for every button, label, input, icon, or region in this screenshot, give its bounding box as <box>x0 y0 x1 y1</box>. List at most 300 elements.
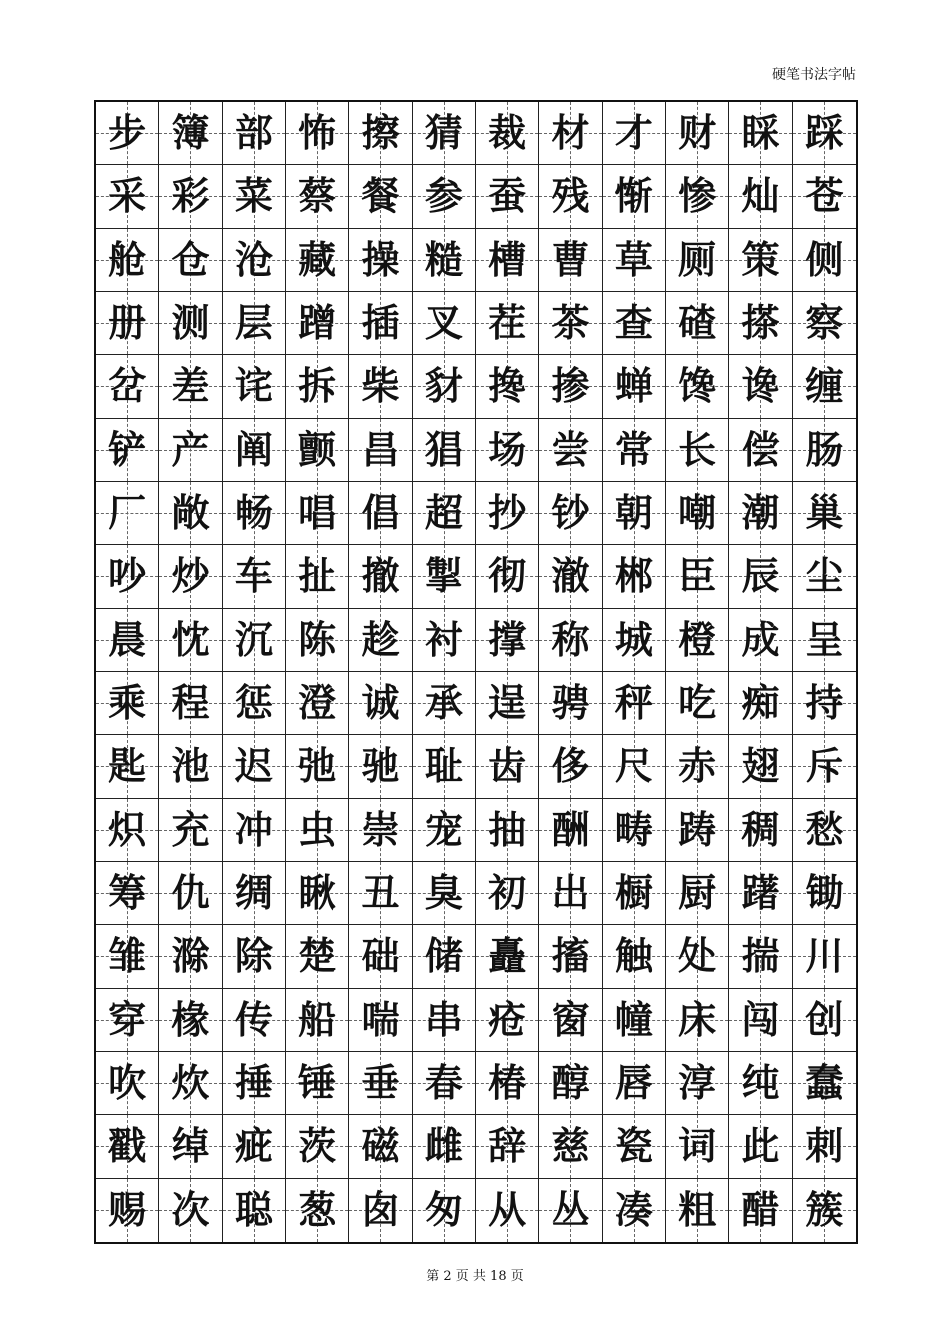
character: 缠 <box>805 363 844 409</box>
character: 绰 <box>171 1123 210 1169</box>
grid-cell <box>793 165 856 228</box>
character: 惩 <box>234 680 273 726</box>
grid-cell <box>223 925 286 988</box>
grid-cell <box>96 165 159 228</box>
grid-cell <box>349 989 412 1052</box>
grid-cell <box>223 545 286 608</box>
character: 炊 <box>171 1060 210 1106</box>
character: 财 <box>678 110 717 156</box>
character: 吹 <box>108 1060 147 1106</box>
character: 蠢 <box>805 1060 844 1106</box>
character: 船 <box>298 996 337 1042</box>
character: 承 <box>424 680 463 726</box>
character: 尘 <box>805 553 844 599</box>
grid-cell <box>793 609 856 672</box>
grid-cell <box>159 862 222 925</box>
grid-cell <box>286 165 349 228</box>
character: 惭 <box>614 173 653 219</box>
character: 绸 <box>234 870 273 916</box>
grid-cell <box>729 292 792 355</box>
grid-cell <box>666 989 729 1052</box>
grid-cell <box>603 229 666 292</box>
character: 陈 <box>298 616 337 662</box>
character: 步 <box>108 110 147 156</box>
character: 丑 <box>361 870 400 916</box>
grid-cell <box>539 482 602 545</box>
character: 椿 <box>488 1060 527 1106</box>
character: 产 <box>171 426 210 472</box>
character: 此 <box>741 1123 780 1169</box>
grid-cell <box>286 799 349 862</box>
character: 春 <box>424 1060 463 1106</box>
character: 赤 <box>678 743 717 789</box>
grid-cell <box>349 735 412 798</box>
grid-cell <box>286 862 349 925</box>
grid-cell <box>349 355 412 418</box>
grid-cell <box>223 609 286 672</box>
grid-cell <box>159 419 222 482</box>
grid-cell <box>729 1179 792 1242</box>
character: 程 <box>171 680 210 726</box>
grid-cell <box>666 609 729 672</box>
grid-cell <box>793 862 856 925</box>
grid-cell <box>96 1115 159 1178</box>
grid-cell <box>159 545 222 608</box>
grid-cell <box>603 735 666 798</box>
character: 侈 <box>551 743 590 789</box>
grid-cell <box>539 1052 602 1115</box>
grid-cell <box>223 735 286 798</box>
character: 持 <box>805 680 844 726</box>
character: 城 <box>614 616 653 662</box>
grid-cell <box>223 1115 286 1178</box>
character: 蔡 <box>298 173 337 219</box>
character: 钞 <box>551 490 590 536</box>
grid-cell <box>413 292 476 355</box>
character: 藏 <box>298 236 337 282</box>
character: 敞 <box>171 490 210 536</box>
character: 传 <box>234 996 273 1042</box>
grid-cell <box>96 799 159 862</box>
grid-cell <box>666 419 729 482</box>
grid-cell <box>539 355 602 418</box>
character: 赐 <box>108 1187 147 1233</box>
character: 酬 <box>551 806 590 852</box>
character: 瓷 <box>614 1123 653 1169</box>
character: 踩 <box>805 110 844 156</box>
grid-cell <box>666 229 729 292</box>
grid-cell <box>413 989 476 1052</box>
grid-cell <box>603 419 666 482</box>
grid-cell <box>793 355 856 418</box>
character: 炽 <box>108 806 147 852</box>
character: 躇 <box>741 870 780 916</box>
character: 宠 <box>424 806 463 852</box>
grid-cell <box>96 419 159 482</box>
grid-cell <box>603 165 666 228</box>
character: 碴 <box>678 300 717 346</box>
character: 厨 <box>678 870 717 916</box>
character: 尝 <box>551 426 590 472</box>
grid-cell <box>96 482 159 545</box>
grid-cell <box>666 1179 729 1242</box>
grid-cell <box>603 862 666 925</box>
character: 淳 <box>678 1060 717 1106</box>
character: 充 <box>171 806 210 852</box>
character: 瞅 <box>298 870 337 916</box>
character: 层 <box>234 300 273 346</box>
grid-cell <box>349 609 412 672</box>
grid-cell <box>159 1179 222 1242</box>
grid-cell <box>413 229 476 292</box>
character: 厂 <box>108 490 147 536</box>
character: 从 <box>488 1187 527 1233</box>
character: 查 <box>614 300 653 346</box>
grid-cell <box>476 609 539 672</box>
character: 骋 <box>551 680 590 726</box>
grid-cell <box>793 292 856 355</box>
character: 常 <box>614 426 653 472</box>
grid-cell <box>286 735 349 798</box>
character: 嘲 <box>678 490 717 536</box>
character: 驰 <box>361 743 400 789</box>
character: 残 <box>551 173 590 219</box>
character: 穿 <box>108 996 147 1042</box>
character: 秤 <box>614 680 653 726</box>
character: 迟 <box>234 743 273 789</box>
grid-cell <box>159 102 222 165</box>
character: 雏 <box>108 933 147 979</box>
character: 揣 <box>741 933 780 979</box>
grid-cell <box>159 1115 222 1178</box>
grid-cell <box>729 989 792 1052</box>
character: 叉 <box>424 300 463 346</box>
character: 糙 <box>424 236 463 282</box>
grid-cell <box>729 609 792 672</box>
grid-cell <box>603 989 666 1052</box>
grid-cell <box>349 165 412 228</box>
grid-cell <box>666 799 729 862</box>
character: 崇 <box>361 806 400 852</box>
character: 辰 <box>741 553 780 599</box>
grid-cell <box>729 102 792 165</box>
grid-cell <box>476 735 539 798</box>
character: 搐 <box>551 933 590 979</box>
character: 掺 <box>551 363 590 409</box>
grid-cell <box>159 925 222 988</box>
character: 臣 <box>678 553 717 599</box>
grid-cell <box>793 989 856 1052</box>
character: 垂 <box>361 1060 400 1106</box>
grid-cell <box>603 102 666 165</box>
character: 乘 <box>108 680 147 726</box>
grid-cell <box>223 1179 286 1242</box>
character: 葱 <box>298 1187 337 1233</box>
character: 搽 <box>741 300 780 346</box>
character: 茬 <box>488 300 527 346</box>
character: 参 <box>424 173 463 219</box>
character: 椽 <box>171 996 210 1042</box>
character: 倡 <box>361 490 400 536</box>
character: 部 <box>234 110 273 156</box>
page-header-title: 硬笔书法字帖 <box>772 67 856 83</box>
character: 才 <box>614 110 653 156</box>
grid-cell <box>159 799 222 862</box>
grid-cell <box>729 862 792 925</box>
character: 裁 <box>488 110 527 156</box>
grid-cell <box>96 355 159 418</box>
character: 唇 <box>614 1060 653 1106</box>
grid-cell <box>666 482 729 545</box>
grid-cell <box>666 165 729 228</box>
character: 插 <box>361 300 400 346</box>
grid-cell <box>159 482 222 545</box>
grid-cell <box>286 609 349 672</box>
page-footer: 第 2 页 共 18 页 <box>426 1269 524 1284</box>
character: 慈 <box>551 1123 590 1169</box>
character: 抽 <box>488 806 527 852</box>
grid-cell <box>96 1179 159 1242</box>
character: 晨 <box>108 616 147 662</box>
grid-cell <box>413 925 476 988</box>
character: 搀 <box>488 363 527 409</box>
grid-cell <box>793 545 856 608</box>
grid-cell <box>96 925 159 988</box>
character: 痴 <box>741 680 780 726</box>
grid-cell <box>666 292 729 355</box>
character: 臭 <box>424 870 463 916</box>
character: 尺 <box>614 743 653 789</box>
grid-cell <box>539 925 602 988</box>
grid-cell <box>413 482 476 545</box>
grid-cell <box>223 989 286 1052</box>
character: 磁 <box>361 1123 400 1169</box>
character: 蝉 <box>614 363 653 409</box>
grid-cell <box>729 925 792 988</box>
grid-cell <box>286 1115 349 1178</box>
character: 阐 <box>234 426 273 472</box>
grid-cell <box>159 989 222 1052</box>
character: 猖 <box>424 426 463 472</box>
grid-cell <box>729 355 792 418</box>
grid-cell <box>729 1052 792 1115</box>
grid-cell <box>223 799 286 862</box>
character: 踌 <box>678 806 717 852</box>
grid-cell <box>666 1052 729 1115</box>
character: 巢 <box>805 490 844 536</box>
character: 察 <box>805 300 844 346</box>
grid-cell <box>476 419 539 482</box>
grid-cell <box>413 1179 476 1242</box>
character: 谗 <box>741 363 780 409</box>
character: 幢 <box>614 996 653 1042</box>
grid-cell <box>413 102 476 165</box>
grid-cell <box>286 989 349 1052</box>
grid-cell <box>96 545 159 608</box>
character: 测 <box>171 300 210 346</box>
grid-cell <box>159 229 222 292</box>
character: 策 <box>741 236 780 282</box>
character: 聪 <box>234 1187 273 1233</box>
grid-cell <box>793 229 856 292</box>
grid-cell <box>539 735 602 798</box>
grid-cell <box>603 545 666 608</box>
character: 长 <box>678 426 717 472</box>
character: 操 <box>361 236 400 282</box>
grid-cell <box>413 862 476 925</box>
grid-cell <box>603 482 666 545</box>
character: 颤 <box>298 426 337 472</box>
grid-cell <box>793 799 856 862</box>
character: 齿 <box>488 743 527 789</box>
grid-cell <box>793 1052 856 1115</box>
character: 岔 <box>108 363 147 409</box>
grid-cell <box>223 482 286 545</box>
character: 称 <box>551 616 590 662</box>
grid-cell <box>349 229 412 292</box>
character: 忱 <box>171 616 210 662</box>
grid-cell <box>793 925 856 988</box>
grid-cell <box>413 1052 476 1115</box>
character: 出 <box>551 870 590 916</box>
character: 铲 <box>108 426 147 472</box>
character: 草 <box>614 236 653 282</box>
character: 簿 <box>171 110 210 156</box>
character: 擦 <box>361 110 400 156</box>
character: 场 <box>488 426 527 472</box>
character: 醋 <box>741 1187 780 1233</box>
grid-cell <box>223 102 286 165</box>
character: 储 <box>424 933 463 979</box>
character: 喘 <box>361 996 400 1042</box>
character: 蚕 <box>488 173 527 219</box>
grid-cell <box>349 419 412 482</box>
grid-cell <box>603 355 666 418</box>
grid-cell <box>603 1179 666 1242</box>
grid-cell <box>729 229 792 292</box>
grid-cell <box>349 672 412 735</box>
grid-cell <box>286 355 349 418</box>
character: 簇 <box>805 1187 844 1233</box>
character: 舱 <box>108 236 147 282</box>
grid-cell <box>349 545 412 608</box>
grid-cell <box>666 545 729 608</box>
grid-cell <box>539 292 602 355</box>
grid-cell <box>666 102 729 165</box>
character: 昌 <box>361 426 400 472</box>
grid-cell <box>793 672 856 735</box>
character: 炒 <box>171 553 210 599</box>
grid-cell <box>476 1179 539 1242</box>
character: 趁 <box>361 616 400 662</box>
character: 楚 <box>298 933 337 979</box>
character: 粗 <box>678 1187 717 1233</box>
grid-cell <box>476 672 539 735</box>
grid-cell <box>223 672 286 735</box>
character: 撑 <box>488 616 527 662</box>
character: 川 <box>805 933 844 979</box>
grid-cell <box>349 1179 412 1242</box>
character: 匙 <box>108 743 147 789</box>
character: 肠 <box>805 426 844 472</box>
character: 闯 <box>741 996 780 1042</box>
character: 差 <box>171 363 210 409</box>
character: 醇 <box>551 1060 590 1106</box>
character: 词 <box>678 1123 717 1169</box>
character: 餐 <box>361 173 400 219</box>
character: 畅 <box>234 490 273 536</box>
character: 车 <box>234 553 273 599</box>
character: 曹 <box>551 236 590 282</box>
grid-cell <box>159 292 222 355</box>
character: 逞 <box>488 680 527 726</box>
character: 澄 <box>298 680 337 726</box>
character: 矗 <box>488 933 527 979</box>
character: 惨 <box>678 173 717 219</box>
grid-cell <box>476 102 539 165</box>
grid-cell <box>539 799 602 862</box>
grid-cell <box>603 672 666 735</box>
grid-cell <box>476 229 539 292</box>
grid-cell <box>223 862 286 925</box>
grid-cell <box>603 1115 666 1178</box>
grid-cell <box>286 292 349 355</box>
character: 次 <box>171 1187 210 1233</box>
character: 超 <box>424 490 463 536</box>
character: 稠 <box>741 806 780 852</box>
grid-cell <box>96 102 159 165</box>
character: 郴 <box>614 553 653 599</box>
character: 彻 <box>488 553 527 599</box>
character: 锤 <box>298 1060 337 1106</box>
character: 仇 <box>171 870 210 916</box>
grid-cell <box>286 545 349 608</box>
grid-cell <box>413 735 476 798</box>
character: 唱 <box>298 490 337 536</box>
grid-cell <box>349 482 412 545</box>
grid-cell <box>223 419 286 482</box>
grid-cell <box>603 799 666 862</box>
grid-cell <box>476 799 539 862</box>
grid-cell <box>96 229 159 292</box>
character: 采 <box>108 173 147 219</box>
character: 疮 <box>488 996 527 1042</box>
character: 朝 <box>614 490 653 536</box>
character: 茶 <box>551 300 590 346</box>
grid-cell <box>729 165 792 228</box>
character: 茨 <box>298 1123 337 1169</box>
grid-cell <box>286 1052 349 1115</box>
character: 成 <box>741 616 780 662</box>
grid-cell <box>729 482 792 545</box>
character: 馋 <box>678 363 717 409</box>
grid-cell <box>96 862 159 925</box>
grid-cell <box>159 672 222 735</box>
character: 筹 <box>108 870 147 916</box>
character: 戳 <box>108 1123 147 1169</box>
grid-cell <box>539 672 602 735</box>
character: 愁 <box>805 806 844 852</box>
character: 处 <box>678 933 717 979</box>
character: 沧 <box>234 236 273 282</box>
grid-cell <box>413 609 476 672</box>
character: 怖 <box>298 110 337 156</box>
grid-cell <box>603 609 666 672</box>
grid-cell <box>476 1115 539 1178</box>
character: 睬 <box>741 110 780 156</box>
grid-cell <box>413 545 476 608</box>
grid-cell <box>729 1115 792 1178</box>
